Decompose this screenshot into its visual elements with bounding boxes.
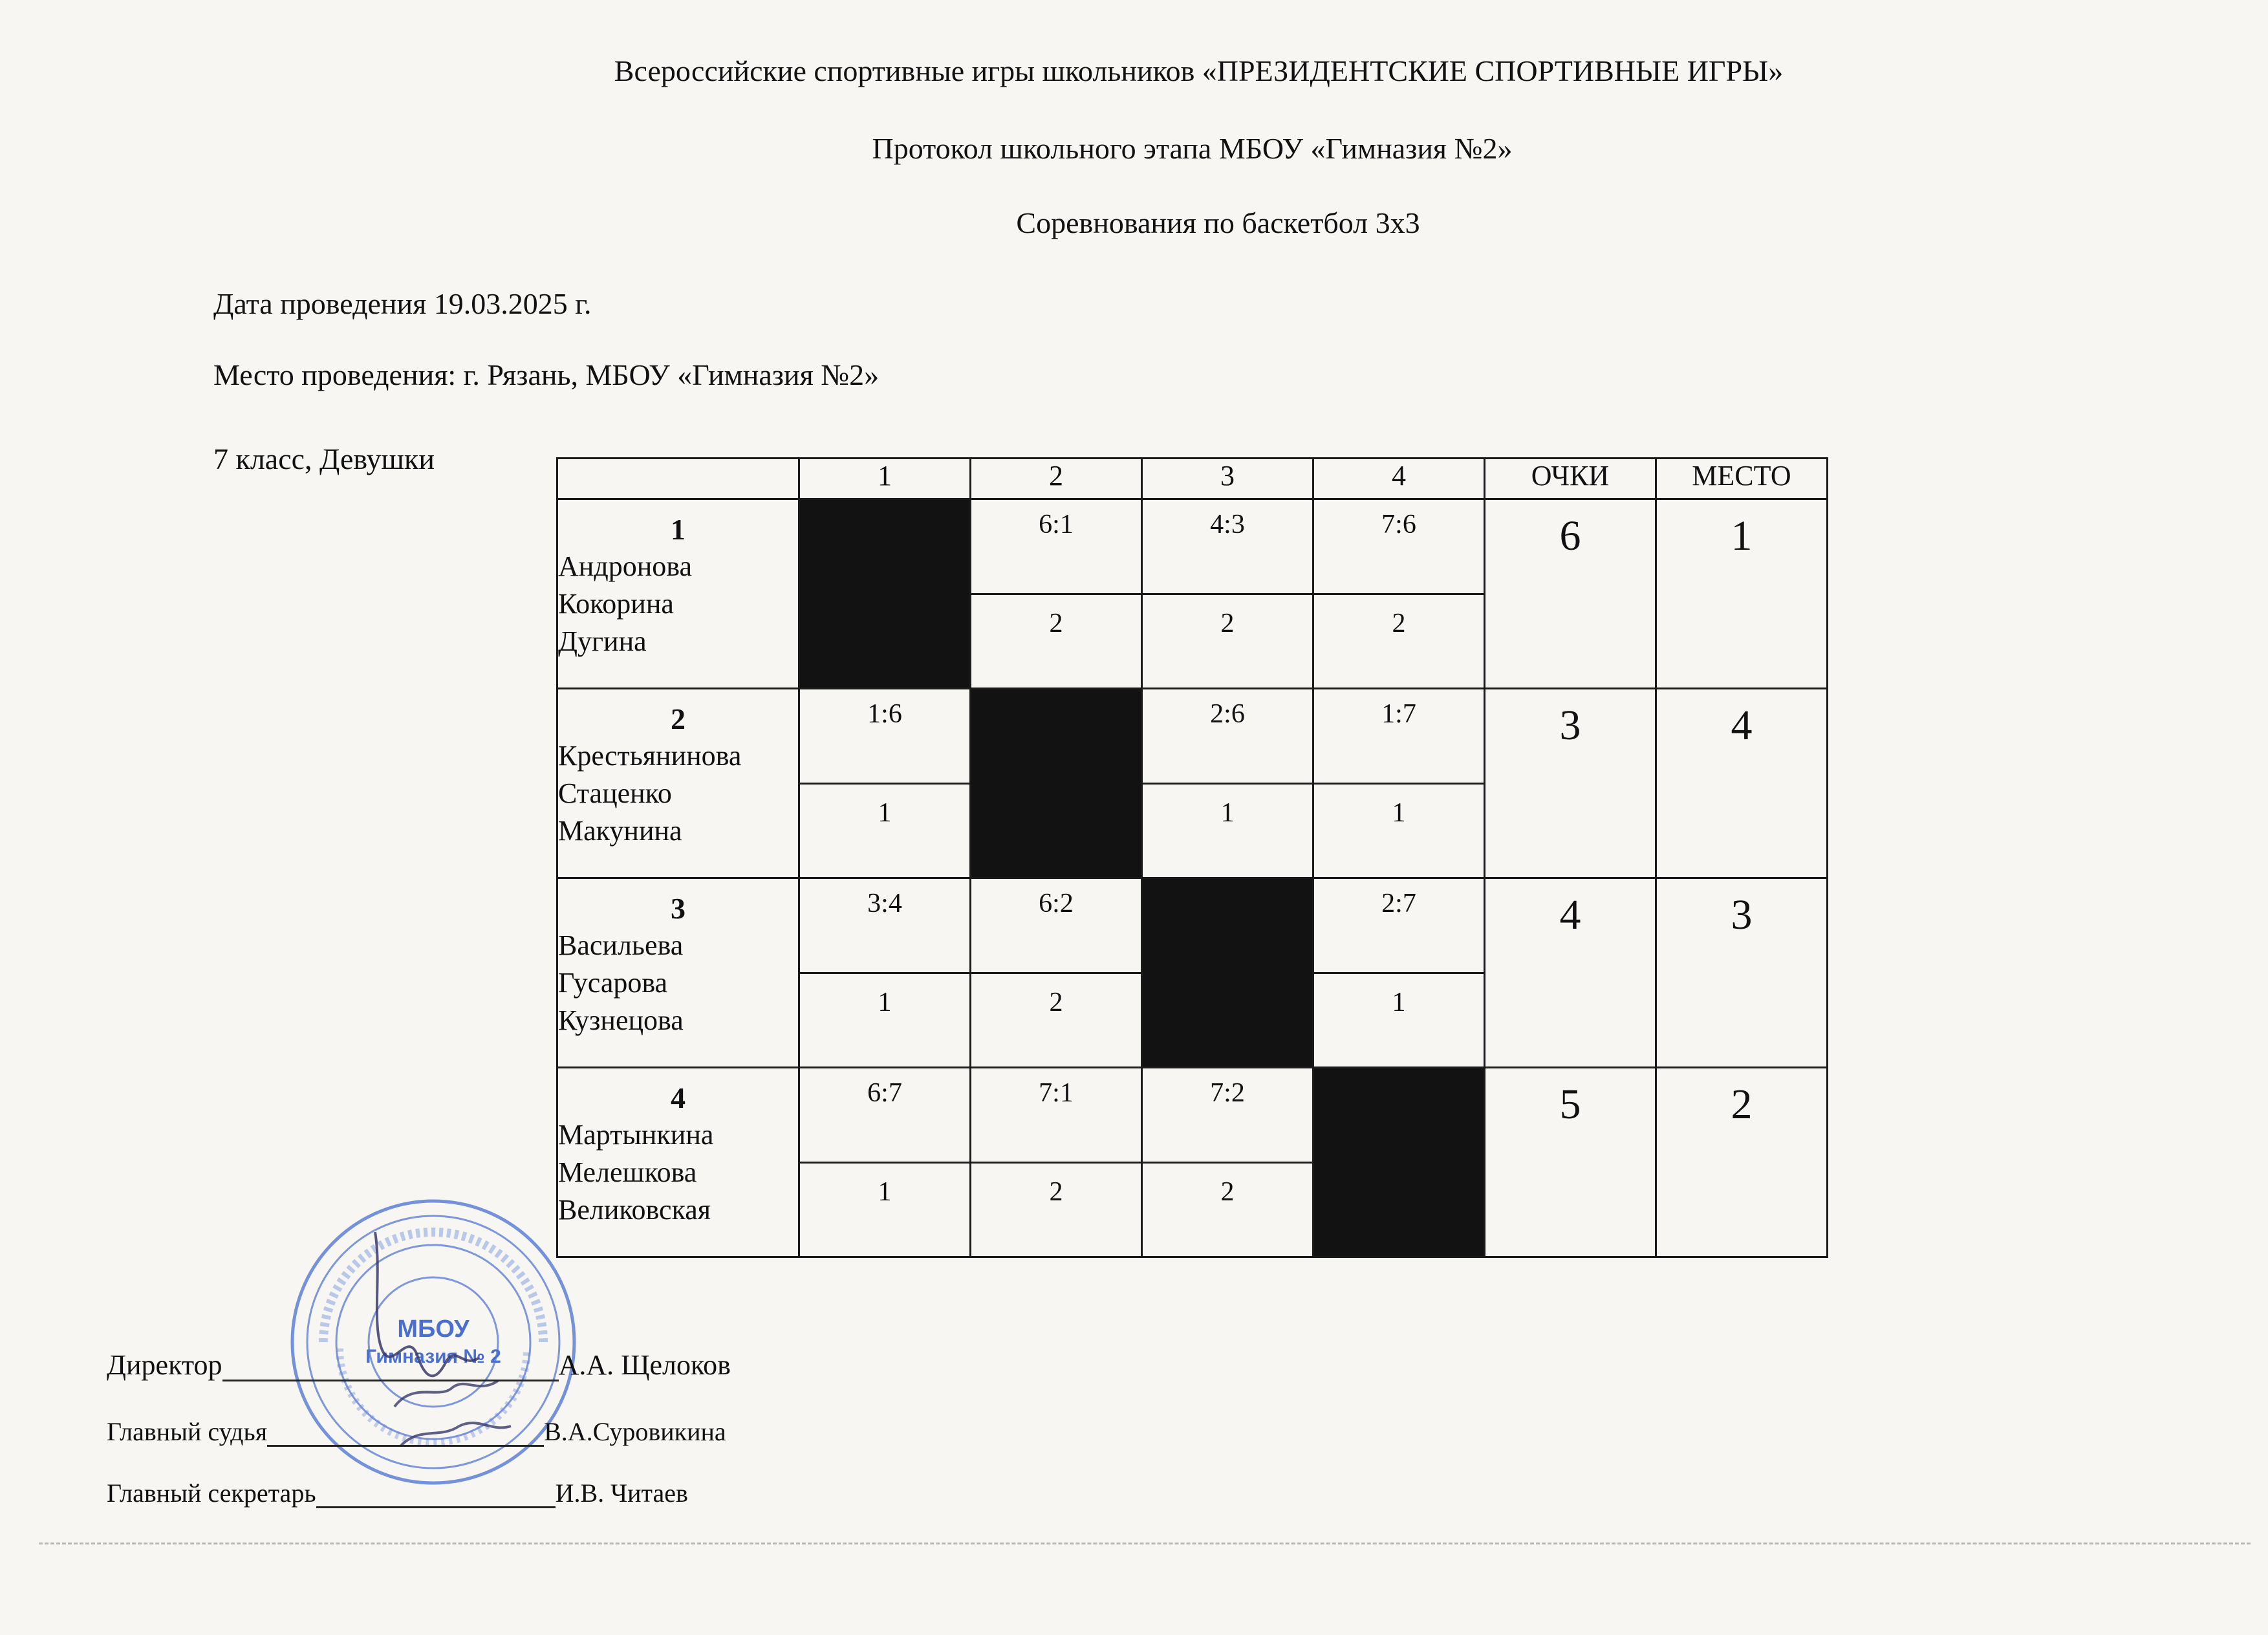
protocol-title: Протокол школьного этапа МБОУ «Гимназия №2» — [872, 132, 1513, 165]
table-header-row — [557, 459, 1828, 499]
total-points-cell — [1485, 499, 1656, 689]
self-match-cell — [1313, 1068, 1485, 1257]
stamp-center-sub: Гимназия № 2 — [365, 1346, 501, 1367]
team-member: Макунина — [558, 815, 682, 847]
header-blank — [557, 459, 799, 499]
page-fold-line — [39, 1543, 2251, 1544]
event-title: Всероссийские спортивные игры школьников «ПРЕЗИДЕНТСКИЕ СПОРТИВНЫЕ ИГРЫ» — [614, 54, 1784, 87]
score-value: 1:6 — [867, 699, 902, 729]
score-value: 3:4 — [867, 889, 902, 918]
total-points: 4 — [1559, 891, 1581, 938]
header-col-1: 1 — [799, 459, 971, 499]
director-name: А.А. Щелоков — [558, 1349, 731, 1381]
score-cell — [799, 689, 971, 784]
score-value: 6:1 — [1039, 510, 1074, 539]
score-value: 7:2 — [1210, 1078, 1245, 1108]
team-number: 4 — [671, 1081, 686, 1114]
team-member: Стаценко — [558, 777, 672, 809]
match-points: 2 — [1220, 608, 1235, 638]
place-cell — [1656, 1068, 1828, 1257]
table-row — [557, 689, 1828, 784]
signature-underline — [222, 1380, 559, 1381]
score-cell — [1313, 499, 1485, 594]
team-cell — [557, 499, 799, 689]
place-value: 2 — [1731, 1081, 1753, 1128]
score-value: 6:7 — [867, 1078, 902, 1108]
score-value: 1:7 — [1381, 699, 1416, 729]
header-col-4: 4 — [1313, 459, 1485, 499]
team-member: Мартынкина — [558, 1119, 714, 1151]
team-member: Кокорина — [558, 588, 674, 620]
judge-label: Главный судья — [107, 1417, 268, 1446]
match-points-cell — [799, 1162, 971, 1257]
score-value: 7:1 — [1039, 1078, 1074, 1108]
team-member: Васильева — [558, 929, 684, 961]
signature-underline — [316, 1506, 556, 1508]
director-label: Директор — [107, 1349, 222, 1381]
header-place: МЕСТО — [1656, 459, 1828, 499]
team-member: Мелешкова — [558, 1156, 697, 1188]
team-member: Кузнецова — [558, 1004, 684, 1036]
score-cell — [971, 878, 1142, 973]
team-number: 1 — [671, 513, 686, 546]
match-points: 2 — [1392, 608, 1406, 638]
director-signature-line — [107, 1348, 731, 1381]
total-points-cell — [1485, 1068, 1656, 1257]
match-points: 1 — [878, 797, 892, 828]
place-cell — [1656, 689, 1828, 878]
secretary-signature-line — [107, 1478, 688, 1508]
score-value: 6:2 — [1039, 889, 1074, 918]
match-points: 1 — [878, 987, 892, 1017]
match-points-cell — [799, 973, 971, 1068]
total-points-cell — [1485, 689, 1656, 878]
match-points: 2 — [1220, 1176, 1235, 1207]
score-cell — [1313, 878, 1485, 973]
table-row — [557, 1068, 1828, 1163]
team-member: Крестьянинова — [558, 740, 742, 772]
match-points-cell — [1142, 1162, 1313, 1257]
self-match-cell — [971, 689, 1142, 878]
match-points-cell — [971, 973, 1142, 1068]
place-cell — [1656, 878, 1828, 1068]
secretary-name: И.В. Читаев — [555, 1478, 688, 1508]
results-table — [556, 457, 1828, 1258]
match-points-cell — [1142, 783, 1313, 878]
match-points-cell — [971, 594, 1142, 689]
place-cell — [1656, 499, 1828, 689]
place-value: 4 — [1731, 702, 1753, 749]
place-value: 1 — [1731, 512, 1753, 559]
score-cell — [799, 1068, 971, 1163]
match-points: 1 — [1392, 797, 1406, 828]
team-cell — [557, 878, 799, 1068]
total-points: 6 — [1559, 512, 1581, 559]
match-points-cell — [1313, 594, 1485, 689]
match-points: 1 — [878, 1176, 892, 1207]
score-value: 4:3 — [1210, 510, 1245, 539]
stamp-center-text: МБОУ — [397, 1316, 470, 1343]
judge-signature-line — [107, 1416, 726, 1447]
team-member: Андронова — [558, 550, 692, 582]
score-cell — [971, 499, 1142, 594]
table-row — [557, 878, 1828, 973]
event-category: 7 класс, Девушки — [213, 442, 435, 475]
event-place: Место проведения: г. Рязань, МБОУ «Гимназия №2» — [213, 358, 880, 391]
header-col-3: 3 — [1142, 459, 1313, 499]
team-cell — [557, 1068, 799, 1257]
match-points: 2 — [1049, 987, 1063, 1017]
match-points: 2 — [1049, 608, 1063, 638]
header-points: ОЧКИ — [1485, 459, 1656, 499]
competition-title: Соревнования по баскетбол 3х3 — [1016, 206, 1420, 239]
self-match-cell — [1142, 878, 1313, 1068]
match-points: 2 — [1049, 1176, 1063, 1207]
event-date: Дата проведения 19.03.2025 г. — [213, 287, 592, 320]
team-member: Гусарова — [558, 967, 668, 999]
team-cell — [557, 689, 799, 878]
signature-underline — [267, 1445, 544, 1447]
score-cell — [971, 1068, 1142, 1163]
total-points: 3 — [1559, 702, 1581, 749]
total-points: 5 — [1559, 1081, 1581, 1128]
self-match-cell — [799, 499, 971, 689]
score-cell — [1142, 1068, 1313, 1163]
team-number: 2 — [671, 702, 686, 735]
match-points: 1 — [1220, 797, 1235, 828]
score-cell — [1142, 689, 1313, 784]
score-cell — [1313, 689, 1485, 784]
header-col-2: 2 — [971, 459, 1142, 499]
match-points-cell — [799, 783, 971, 878]
score-cell — [1142, 499, 1313, 594]
match-points: 1 — [1392, 987, 1406, 1017]
place-value: 3 — [1731, 891, 1753, 938]
team-member: Дугина — [558, 625, 647, 657]
team-number: 3 — [671, 892, 686, 925]
score-value: 7:6 — [1381, 510, 1416, 539]
score-cell — [799, 878, 971, 973]
score-value: 2:6 — [1210, 699, 1245, 729]
match-points-cell — [971, 1162, 1142, 1257]
secretary-label: Главный секретарь — [107, 1478, 316, 1508]
team-member: Великовская — [558, 1194, 711, 1226]
match-points-cell — [1313, 783, 1485, 878]
match-points-cell — [1142, 594, 1313, 689]
match-points-cell — [1313, 973, 1485, 1068]
total-points-cell — [1485, 878, 1656, 1068]
score-value: 2:7 — [1381, 889, 1416, 918]
judge-name: В.А.Суровикина — [544, 1417, 726, 1446]
table-row — [557, 499, 1828, 594]
